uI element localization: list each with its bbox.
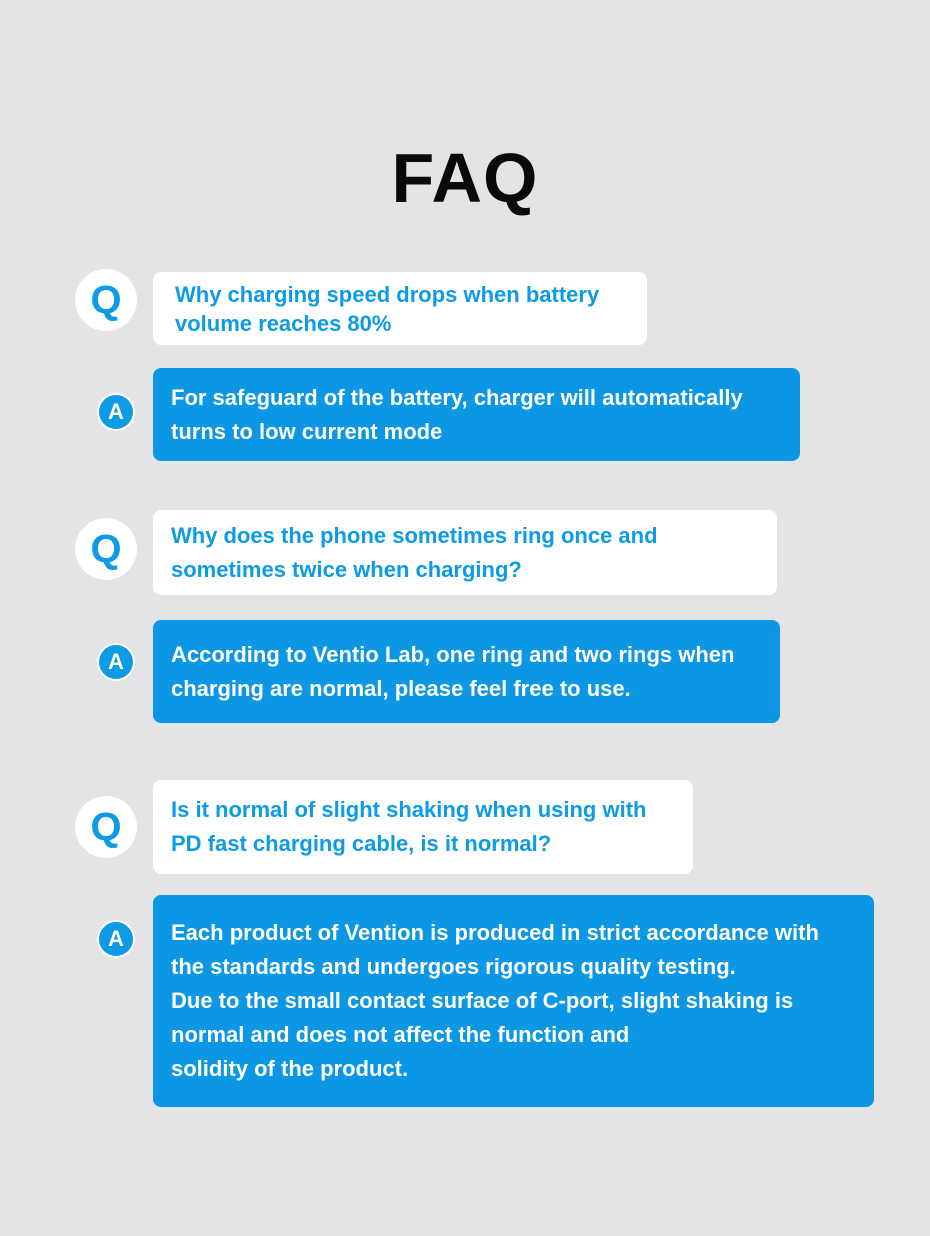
answer-text-1: For safeguard of the battery, charger will automatically turns to low current mode <box>171 384 743 444</box>
question-badge-icon: Q <box>75 796 137 858</box>
question-bubble-2 <box>153 510 777 595</box>
answer-badge-icon: A <box>97 393 135 431</box>
answer-badge-icon: A <box>97 920 135 958</box>
answer-badge-icon: A <box>97 643 135 681</box>
question-text-1: Why charging speed drops when battery volume reaches 80% <box>175 281 600 336</box>
answer-bubble-1 <box>153 368 800 461</box>
question-bubble-1 <box>153 272 647 345</box>
page-title: FAQ <box>391 139 539 217</box>
question-badge-icon: Q <box>75 518 137 580</box>
answer-text-2: According to Ventio Lab, one ring and two rings when charging are normal, please feel free to use. <box>171 641 735 701</box>
question-bubble-3 <box>153 780 693 874</box>
question-text-3: Is it normal of slight shaking when using with PD fast charging cable, is it normal? <box>171 797 647 856</box>
answer-text-3: Each product of Vention is produced in strict accordance with the standards and undergoes rigorous quality testing. Due to the small contact surface of C-port, slight shaking is normal and does not affect the function and solidity of the product. <box>171 920 819 1081</box>
question-text-2: Why does the phone sometimes ring once and sometimes twice when charging? <box>171 522 658 582</box>
question-badge-icon: Q <box>75 269 137 331</box>
answer-bubble-2 <box>153 620 780 723</box>
answer-bubble-3 <box>153 895 874 1107</box>
